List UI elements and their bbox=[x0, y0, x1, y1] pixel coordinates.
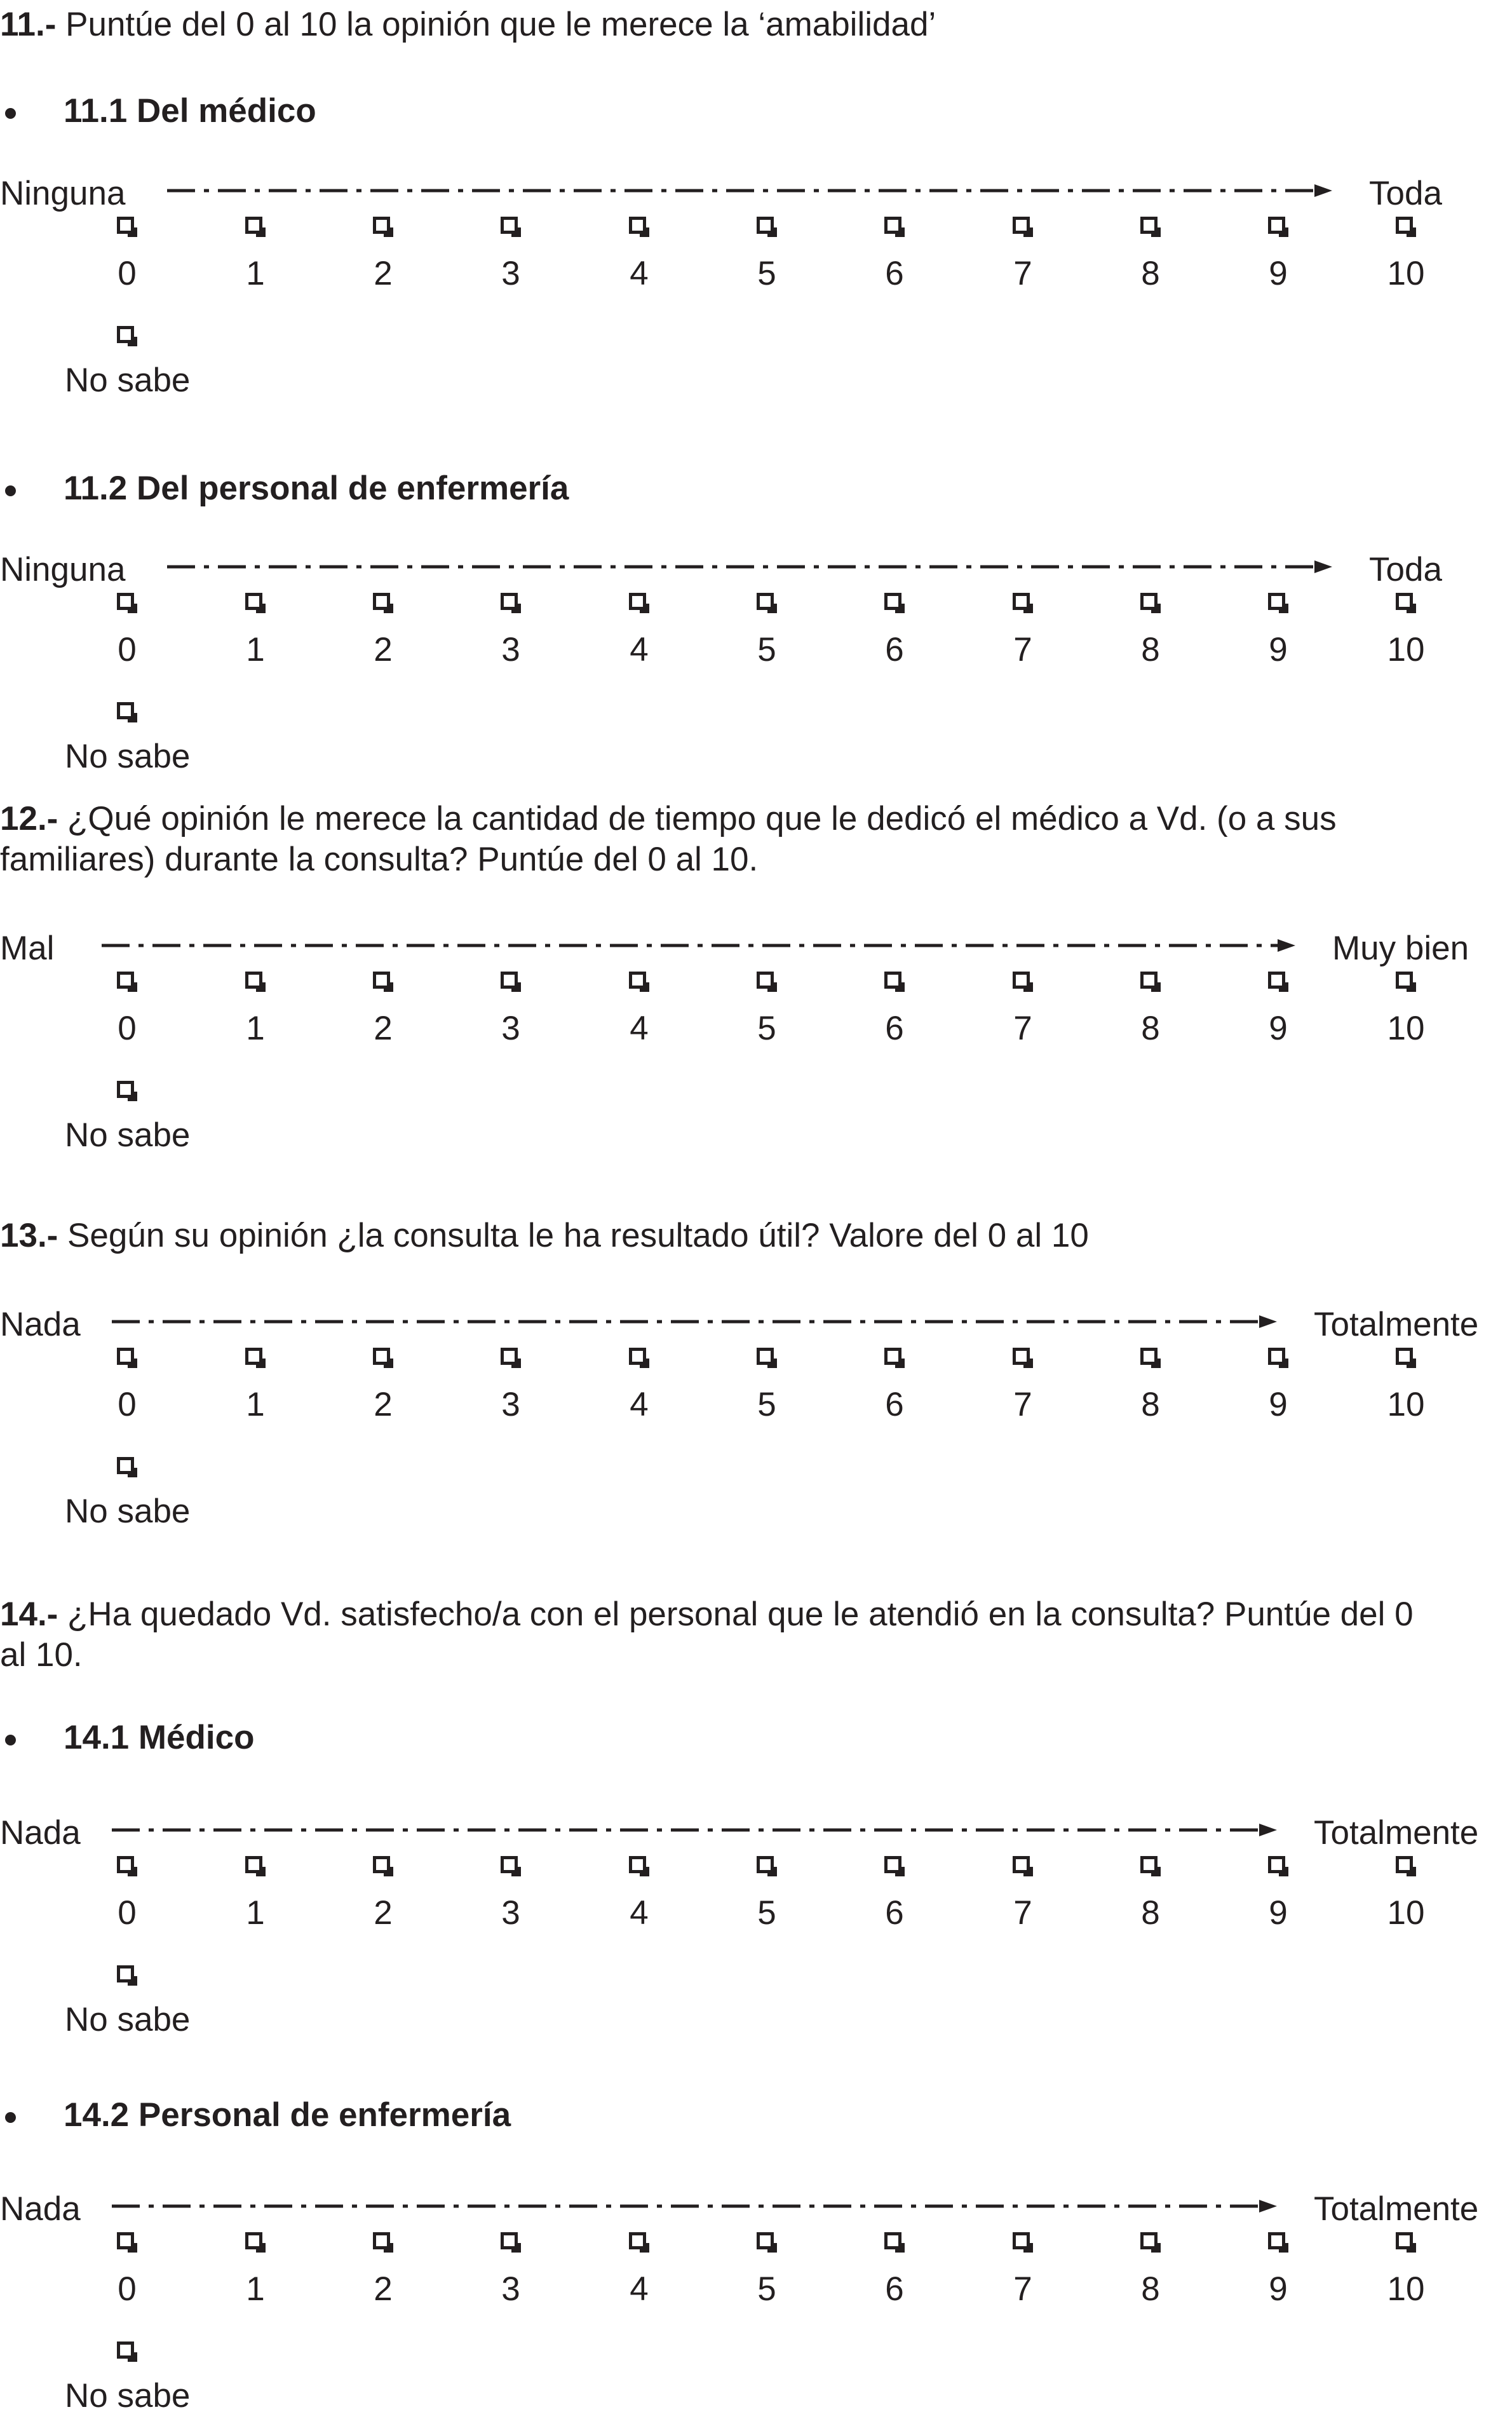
scale-left-label: Ninguna bbox=[0, 551, 126, 588]
rating-number-5: 5 bbox=[757, 2270, 776, 2308]
rating-number-2: 2 bbox=[374, 1010, 393, 1047]
question-12-line-1 bbox=[0, 802, 1337, 836]
no-sabe-checkbox[interactable] bbox=[117, 1965, 134, 1982]
rating-number-7: 7 bbox=[1013, 255, 1032, 292]
rating-checkbox-9[interactable] bbox=[1268, 217, 1285, 234]
rating-checkbox-2[interactable] bbox=[373, 217, 390, 234]
rating-checkbox-4[interactable] bbox=[629, 972, 646, 989]
rating-number-0: 0 bbox=[118, 2270, 137, 2308]
rating-checkbox-5[interactable] bbox=[757, 217, 774, 234]
question-14-line-2 bbox=[0, 1638, 83, 1672]
rating-number-7: 7 bbox=[1013, 1894, 1032, 1932]
question-text: Puntúe del 0 al 10 la opinión que le merece la ‘amabilidad’ bbox=[56, 6, 936, 43]
rating-checkbox-2[interactable] bbox=[373, 593, 390, 610]
rating-number-6: 6 bbox=[885, 1010, 904, 1047]
scale-left-label: Nada bbox=[0, 1814, 81, 1852]
no-sabe-label: No sabe bbox=[65, 2001, 191, 2038]
rating-checkbox-10[interactable] bbox=[1396, 1856, 1413, 1873]
rating-number-9: 9 bbox=[1269, 631, 1288, 668]
question-text: familiares) durante la consulta? Puntúe del 0 al 10. bbox=[0, 841, 759, 878]
question-number: 14.- bbox=[0, 1596, 58, 1633]
subitem-label: 14.1 Médico bbox=[64, 1719, 255, 1756]
bullet-dot-icon bbox=[5, 485, 16, 496]
rating-number-1: 1 bbox=[246, 1894, 265, 1932]
rating-number-4: 4 bbox=[630, 2270, 649, 2308]
rating-checkbox-1[interactable] bbox=[245, 972, 262, 989]
rating-number-3: 3 bbox=[501, 631, 520, 668]
rating-number-6: 6 bbox=[885, 631, 904, 668]
question-text: Según su opinión ¿la consulta le ha resultado útil? Valore del 0 al 10 bbox=[58, 1217, 1089, 1254]
rating-number-10: 10 bbox=[1387, 1010, 1425, 1047]
rating-checkbox-4[interactable] bbox=[629, 1348, 646, 1365]
rating-checkbox-6[interactable] bbox=[884, 972, 901, 989]
scale-arrow bbox=[112, 1314, 1278, 1329]
question-12-line-2 bbox=[0, 843, 758, 876]
scale-arrow bbox=[112, 1822, 1278, 1838]
no-sabe-label: No sabe bbox=[65, 738, 191, 775]
question-11-line-1 bbox=[0, 8, 936, 41]
question-number: 12.- bbox=[0, 800, 58, 837]
rating-checkbox-10[interactable] bbox=[1396, 2232, 1413, 2249]
rating-checkbox-2[interactable] bbox=[373, 1348, 390, 1365]
rating-number-4: 4 bbox=[630, 1386, 649, 1423]
rating-number-7: 7 bbox=[1013, 2270, 1032, 2308]
question-text: al 10. bbox=[0, 1636, 83, 1674]
rating-checkbox-5[interactable] bbox=[757, 593, 774, 610]
rating-checkbox-10[interactable] bbox=[1396, 593, 1413, 610]
subitem-label: 11.1 Del médico bbox=[64, 92, 316, 130]
rating-number-8: 8 bbox=[1141, 1894, 1160, 1932]
rating-number-2: 2 bbox=[374, 255, 393, 292]
question-14-line-1 bbox=[0, 1597, 1414, 1631]
rating-checkbox-6[interactable] bbox=[884, 593, 901, 610]
rating-number-3: 3 bbox=[501, 255, 520, 292]
rating-checkbox-7[interactable] bbox=[1013, 217, 1030, 234]
scale-left-label: Nada bbox=[0, 1306, 81, 1343]
rating-checkbox-8[interactable] bbox=[1140, 972, 1158, 989]
rating-checkbox-8[interactable] bbox=[1140, 1348, 1158, 1365]
rating-checkbox-9[interactable] bbox=[1268, 2232, 1285, 2249]
rating-number-8: 8 bbox=[1141, 631, 1160, 668]
no-sabe-label: No sabe bbox=[65, 362, 191, 399]
question-number: 11.- bbox=[0, 6, 57, 43]
rating-number-5: 5 bbox=[757, 1894, 776, 1932]
bullet-dot-icon bbox=[5, 108, 16, 119]
rating-checkbox-1[interactable] bbox=[245, 2232, 262, 2249]
rating-number-9: 9 bbox=[1269, 1386, 1288, 1423]
rating-checkbox-4[interactable] bbox=[629, 1856, 646, 1873]
rating-checkbox-2[interactable] bbox=[373, 972, 390, 989]
rating-checkbox-8[interactable] bbox=[1140, 217, 1158, 234]
rating-checkbox-6[interactable] bbox=[884, 2232, 901, 2249]
rating-number-3: 3 bbox=[501, 1894, 520, 1932]
rating-checkbox-5[interactable] bbox=[757, 2232, 774, 2249]
rating-number-0: 0 bbox=[118, 255, 137, 292]
rating-checkbox-8[interactable] bbox=[1140, 1856, 1158, 1873]
scale-right-label: Toda bbox=[1369, 551, 1442, 588]
subitem-label: 11.2 Del personal de enfermería bbox=[64, 470, 569, 507]
rating-number-2: 2 bbox=[374, 1894, 393, 1932]
rating-checkbox-8[interactable] bbox=[1140, 593, 1158, 610]
no-sabe-label: No sabe bbox=[65, 1116, 191, 1154]
rating-checkbox-4[interactable] bbox=[629, 593, 646, 610]
rating-number-5: 5 bbox=[757, 1010, 776, 1047]
rating-number-6: 6 bbox=[885, 1386, 904, 1423]
rating-checkbox-7[interactable] bbox=[1013, 972, 1030, 989]
no-sabe-label: No sabe bbox=[65, 2377, 191, 2415]
rating-checkbox-0[interactable] bbox=[117, 1348, 134, 1365]
rating-checkbox-3[interactable] bbox=[501, 217, 518, 234]
rating-number-8: 8 bbox=[1141, 255, 1160, 292]
rating-number-9: 9 bbox=[1269, 2270, 1288, 2308]
rating-checkbox-9[interactable] bbox=[1268, 1856, 1285, 1873]
no-sabe-checkbox[interactable] bbox=[117, 702, 134, 719]
rating-checkbox-3[interactable] bbox=[501, 593, 518, 610]
rating-number-6: 6 bbox=[885, 1894, 904, 1932]
scale-left-label: Ninguna bbox=[0, 175, 126, 212]
rating-checkbox-0[interactable] bbox=[117, 217, 134, 234]
rating-number-1: 1 bbox=[246, 255, 265, 292]
rating-number-4: 4 bbox=[630, 1010, 649, 1047]
bullet-dot-icon bbox=[5, 1735, 16, 1745]
rating-number-4: 4 bbox=[630, 255, 649, 292]
rating-checkbox-10[interactable] bbox=[1396, 217, 1413, 234]
rating-checkbox-10[interactable] bbox=[1396, 1348, 1413, 1365]
rating-checkbox-1[interactable] bbox=[245, 593, 262, 610]
scale-right-label: Totalmente bbox=[1314, 1814, 1479, 1852]
rating-checkbox-1[interactable] bbox=[245, 217, 262, 234]
question-number: 13.- bbox=[0, 1217, 58, 1254]
scale-right-label: Totalmente bbox=[1314, 1306, 1479, 1343]
rating-checkbox-1[interactable] bbox=[245, 1348, 262, 1365]
rating-number-3: 3 bbox=[501, 2270, 520, 2308]
rating-number-10: 10 bbox=[1387, 255, 1425, 292]
scale-arrow bbox=[102, 938, 1297, 953]
bullet-dot-icon bbox=[5, 2112, 16, 2123]
rating-number-9: 9 bbox=[1269, 1894, 1288, 1932]
rating-number-3: 3 bbox=[501, 1386, 520, 1423]
rating-number-7: 7 bbox=[1013, 1010, 1032, 1047]
question-13-line-1 bbox=[0, 1219, 1089, 1252]
scale-right-label: Totalmente bbox=[1314, 2190, 1479, 2228]
rating-checkbox-2[interactable] bbox=[373, 2232, 390, 2249]
rating-checkbox-3[interactable] bbox=[501, 1856, 518, 1873]
scale-right-label: Muy bien bbox=[1332, 930, 1469, 967]
rating-number-0: 0 bbox=[118, 1894, 137, 1932]
rating-number-1: 1 bbox=[246, 1386, 265, 1423]
rating-checkbox-8[interactable] bbox=[1140, 2232, 1158, 2249]
rating-number-0: 0 bbox=[118, 1386, 137, 1423]
question-text: ¿Qué opinión le merece la cantidad de tiempo que le dedicó el médico a Vd. (o a sus bbox=[58, 800, 1337, 837]
rating-checkbox-0[interactable] bbox=[117, 2232, 134, 2249]
rating-number-8: 8 bbox=[1141, 1010, 1160, 1047]
rating-number-0: 0 bbox=[118, 1010, 137, 1047]
rating-checkbox-9[interactable] bbox=[1268, 972, 1285, 989]
no-sabe-checkbox[interactable] bbox=[117, 1081, 134, 1098]
no-sabe-checkbox[interactable] bbox=[117, 326, 134, 343]
rating-number-4: 4 bbox=[630, 1894, 649, 1932]
no-sabe-checkbox[interactable] bbox=[117, 1457, 134, 1474]
rating-number-10: 10 bbox=[1387, 631, 1425, 668]
rating-number-7: 7 bbox=[1013, 631, 1032, 668]
rating-checkbox-7[interactable] bbox=[1013, 593, 1030, 610]
rating-checkbox-7[interactable] bbox=[1013, 2232, 1030, 2249]
rating-checkbox-5[interactable] bbox=[757, 972, 774, 989]
scale-arrow bbox=[167, 183, 1333, 198]
rating-checkbox-6[interactable] bbox=[884, 217, 901, 234]
rating-checkbox-4[interactable] bbox=[629, 217, 646, 234]
rating-number-9: 9 bbox=[1269, 255, 1288, 292]
rating-number-1: 1 bbox=[246, 631, 265, 668]
scale-arrow bbox=[167, 559, 1333, 574]
rating-number-5: 5 bbox=[757, 255, 776, 292]
rating-checkbox-6[interactable] bbox=[884, 1348, 901, 1365]
rating-checkbox-3[interactable] bbox=[501, 1348, 518, 1365]
rating-checkbox-0[interactable] bbox=[117, 1856, 134, 1873]
rating-checkbox-6[interactable] bbox=[884, 1856, 901, 1873]
rating-checkbox-4[interactable] bbox=[629, 2232, 646, 2249]
rating-checkbox-0[interactable] bbox=[117, 593, 134, 610]
rating-checkbox-0[interactable] bbox=[117, 972, 134, 989]
scale-right-label: Toda bbox=[1369, 175, 1442, 212]
rating-number-5: 5 bbox=[757, 631, 776, 668]
rating-checkbox-9[interactable] bbox=[1268, 1348, 1285, 1365]
rating-number-1: 1 bbox=[246, 1010, 265, 1047]
rating-number-6: 6 bbox=[885, 2270, 904, 2308]
rating-number-8: 8 bbox=[1141, 2270, 1160, 2308]
rating-number-10: 10 bbox=[1387, 1894, 1425, 1932]
rating-number-1: 1 bbox=[246, 2270, 265, 2308]
rating-number-10: 10 bbox=[1387, 1386, 1425, 1423]
rating-number-8: 8 bbox=[1141, 1386, 1160, 1423]
rating-number-2: 2 bbox=[374, 2270, 393, 2308]
rating-checkbox-10[interactable] bbox=[1396, 972, 1413, 989]
rating-checkbox-3[interactable] bbox=[501, 2232, 518, 2249]
rating-checkbox-7[interactable] bbox=[1013, 1348, 1030, 1365]
rating-checkbox-1[interactable] bbox=[245, 1856, 262, 1873]
rating-number-5: 5 bbox=[757, 1386, 776, 1423]
rating-number-2: 2 bbox=[374, 631, 393, 668]
rating-number-3: 3 bbox=[501, 1010, 520, 1047]
scale-left-label: Mal bbox=[0, 930, 55, 967]
rating-checkbox-9[interactable] bbox=[1268, 593, 1285, 610]
rating-checkbox-2[interactable] bbox=[373, 1856, 390, 1873]
rating-number-4: 4 bbox=[630, 631, 649, 668]
rating-number-7: 7 bbox=[1013, 1386, 1032, 1423]
rating-checkbox-5[interactable] bbox=[757, 1856, 774, 1873]
no-sabe-label: No sabe bbox=[65, 1493, 191, 1530]
rating-number-0: 0 bbox=[118, 631, 137, 668]
rating-number-9: 9 bbox=[1269, 1010, 1288, 1047]
question-text: ¿Ha quedado Vd. satisfecho/a con el personal que le atendió en la consulta? Puntúe del 0 bbox=[58, 1596, 1414, 1633]
scale-arrow bbox=[112, 2199, 1278, 2214]
rating-checkbox-5[interactable] bbox=[757, 1348, 774, 1365]
rating-number-6: 6 bbox=[885, 255, 904, 292]
scale-left-label: Nada bbox=[0, 2190, 81, 2228]
rating-checkbox-3[interactable] bbox=[501, 972, 518, 989]
rating-checkbox-7[interactable] bbox=[1013, 1856, 1030, 1873]
rating-number-2: 2 bbox=[374, 1386, 393, 1423]
no-sabe-checkbox[interactable] bbox=[117, 2341, 134, 2359]
rating-number-10: 10 bbox=[1387, 2270, 1425, 2308]
subitem-label: 14.2 Personal de enfermería bbox=[64, 2096, 511, 2134]
